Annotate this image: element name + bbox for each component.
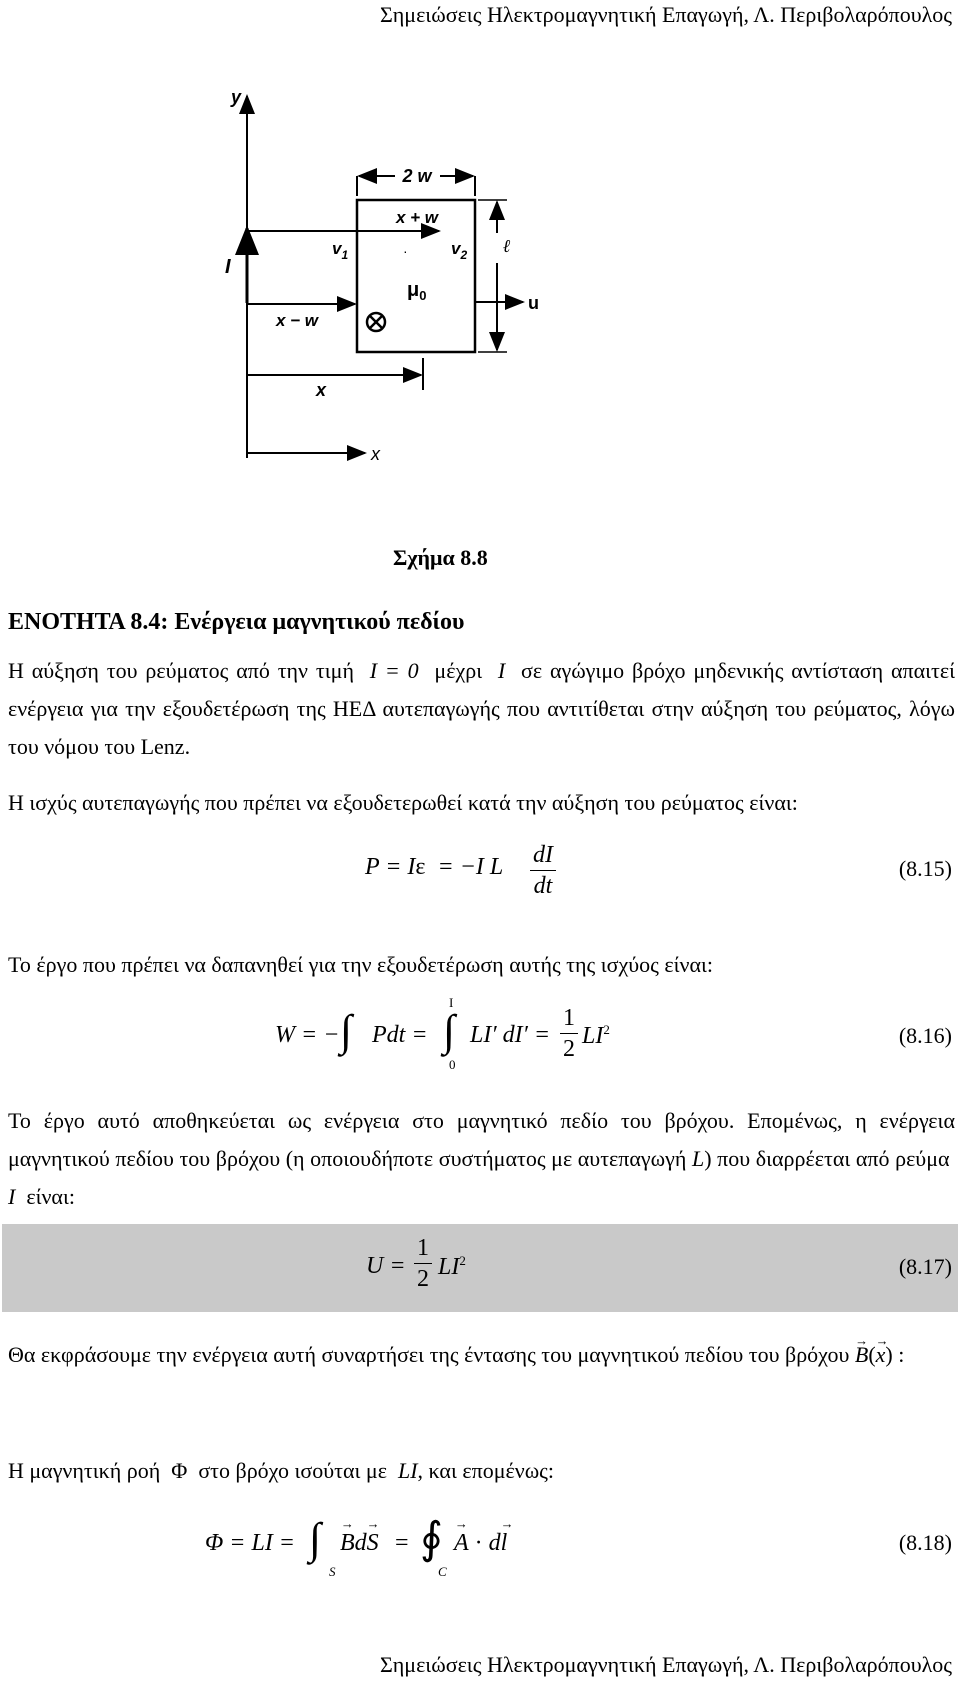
mu0-label: $\mu_0$ [407,279,427,303]
current-label: I [225,256,231,278]
equation-number-8-18: (8.18) [898,1530,952,1555]
figure-caption: Σχήμα 8.8 [393,545,488,570]
length-label: ℓ [503,236,511,256]
paragraph-3: Το έργο που πρέπει να δαπανηθεί για την εξουδετέρωση αυτής της ισχύος είναι: [8,952,714,977]
v1-label: $v_1$ [332,239,349,262]
section-title: ΕΝΟΤΗΤΑ 8.4: Ενέργεια μαγνητικού πεδίου [8,609,465,635]
width-label: 2 w [402,166,432,186]
y-axis-label: y [230,87,241,107]
svg-text:·: · [403,243,408,259]
v2-label: $v_2$ [451,239,468,262]
page-footer: Σημειώσεις Ηλεκτρομαγνητική Επαγωγή, Λ. Περιβολαρόπουλος [379,1652,952,1677]
page-header: Σημειώσεις Ηλεκτρομαγνητική Επαγωγή, Λ. Περιβολαρόπουλος [379,2,952,27]
x-distance-label: x [315,380,327,400]
equation-8-18: Φ = LI = ∫ S → Bd→ S = ∮ C → A · d→ l (8.18) [0,1508,960,1588]
paragraph-4: Το έργο αυτό αποθηκεύεται ως ενέργεια στο μαγνητικό πεδίο του βρόχου. Επομένως, η ενέργεια μαγνητικού πεδίου του βρόχου (η οποιουδήποτε συστήματος με αυτεπαγωγή L) που διαρρέεται από ρεύμα I είναι: [8,1108,955,1209]
x-plus-w-label: x + w [395,208,439,227]
equation-8-16: W = − ∫ Pdt = I ∫ 0 LI′ dI′ = $\frac{1}{2}$ $LI^2$ (8.16) [275,995,952,1072]
paragraph-1: Η αύξηση του ρεύματος από την τιμή I = 0 μέχρι I σε αγώγιμο βρόχο μηδενικής αντίσταση απαιτεί ενέργεια για την εξουδετέρωση της ΗΕΔ αυτεπαγωγής που αντιτίθεται στην αύξηση του ρεύματος, λόγω του νόμου του Lenz. [8,658,956,759]
x-axis-label: x [371,444,380,464]
paragraph-5: Θα εκφράσουμε την ενέργεια αυτή συναρτήσει της έντασης του μαγνητικού πεδίου του βρόχου → B(→ x) : [8,1333,955,1377]
velocity-label: u [528,293,539,313]
x-minus-w-label: x − w [275,311,319,330]
equation-number-8-16: (8.16) [898,1023,952,1048]
equation-number-8-17: (8.17) [898,1254,952,1279]
field-into-page-icon [367,313,385,331]
figure-8-8-diagram [185,68,710,488]
paragraph-2: Η ισχύς αυτεπαγωγής που πρέπει να εξουδετερωθεί κατά την αύξηση του ρεύματος είναι: [8,790,798,815]
equation-number-8-15: (8.15) [898,856,952,881]
equation-8-15: P = Iε = −I L $\frac{dI}{dt}$ (8.15) [365,842,952,899]
equation-8-17-highlight: U = $\frac{1}{2}$ $LI^2$ (8.17) [2,1224,958,1312]
paragraph-6: Η μαγνητική ροή Φ στο βρόχο ισούται με LI, και επομένως: [8,1458,554,1483]
